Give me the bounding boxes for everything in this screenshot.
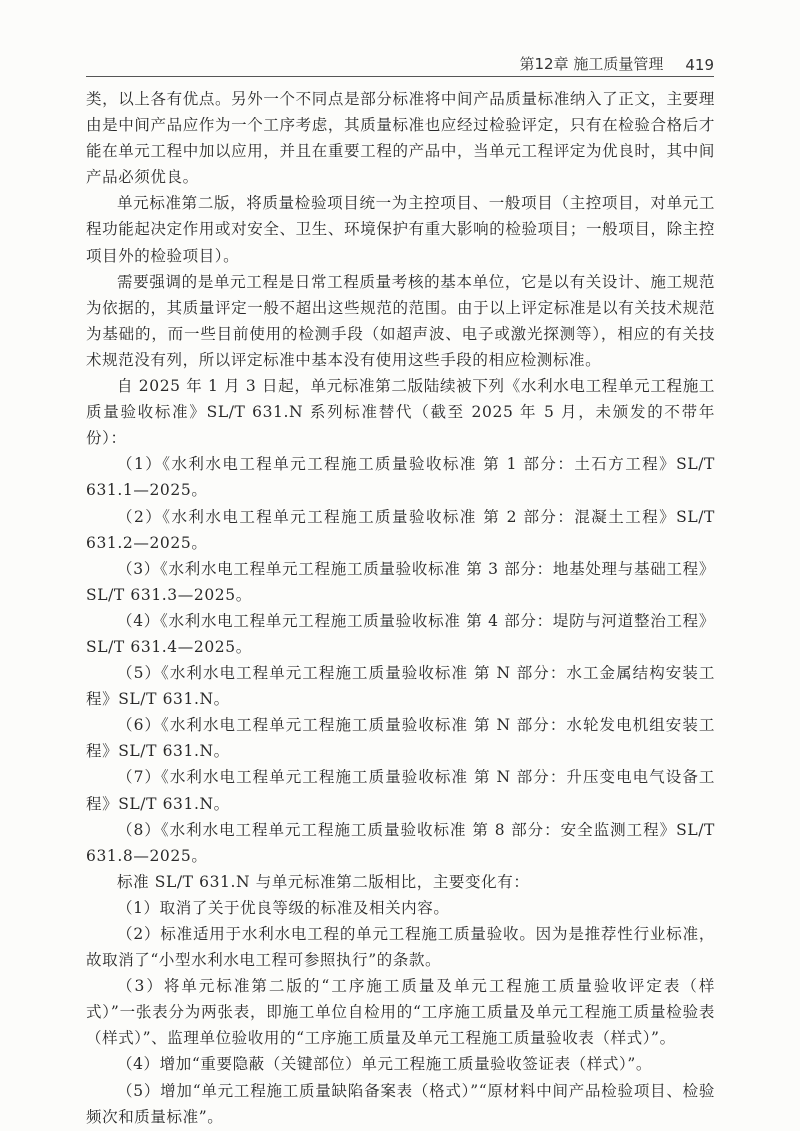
body-text [86, 86, 715, 1130]
list-item: （5）增加“单元工程施工质量缺陷备案表（格式）”“原材料中间产品检验项目、检验频次和质量标准”。 [86, 1081, 715, 1126]
paragraph-continuation: 类，以上各有优点。另外一个不同点是部分标准将中间产品质量标准纳入了正文，主要理由是中间产品应作为一个工序考虑，其质量标准也应经过检验评定，只有在检验合格后才能在单元工程中加以应用，并且在重要工程的产品中，当单元工程评定为优良时，其中间产品必须优良。 [86, 90, 715, 187]
paragraph: 单元标准第二版，将质量检验项目统一为主控项目、一般项目（主控项目，对单元工程功能起决定作用或对安全、卫生、环境保护有重大影响的检验项目；一般项目，除主控项目外的检验项目）。 [86, 194, 715, 265]
page-number: 419 [685, 56, 714, 74]
list-item: （1）《水利水电工程单元工程施工质量验收标准 第 1 部分：土石方工程》SL/T 631.1—2025。 [86, 455, 715, 500]
list-item: （7）《水利水电工程单元工程施工质量验收标准 第 N 部分：升压变电电气设备工程》SL/T 631.N。 [86, 768, 715, 813]
list-item: （2）标准适用于水利水电工程的单元工程施工质量验收。因为是推荐性行业标准，故取消了“小型水利水电工程可参照执行”的条款。 [86, 925, 715, 970]
paragraph: 需要强调的是单元工程是日常工程质量考核的基本单位，它是以有关设计、施工规范为依据的，其质量评定一般不超出这些规范的范围。由于以上评定标准是以有关技术规范为基础的，而一些目前使用的检测手段（如超声波、电子或激光探测等），相应的有关技术规范没有列，所以评定标准中基本没有使用这些手段的相应检测标准。 [86, 272, 715, 369]
list-item: （3）《水利水电工程单元工程施工质量验收标准 第 3 部分：地基处理与基础工程》SL/T 631.3—2025。 [86, 559, 715, 604]
list-item: （3）将单元标准第二版的“工序施工质量及单元工程施工质量验收评定表（样式）”一张表分为两张表，即施工单位自检用的“工序施工质量及单元工程施工质量检验表（样式）”、监理单位验收用的“工序施工质量及单元工程施工质量验收表（样式）”。 [86, 977, 715, 1048]
list-item: （4）《水利水电工程单元工程施工质量验收标准 第 4 部分：堤防与河道整治工程》SL/T 631.4—2025。 [86, 611, 715, 656]
list-item: （8）《水利水电工程单元工程施工质量验收标准 第 8 部分：安全监测工程》SL/T 631.8—2025。 [86, 820, 716, 865]
list-item: （4）增加“重要隐蔽（关键部位）单元工程施工质量验收签证表（样式）”。 [117, 1055, 652, 1074]
running-header [86, 48, 714, 74]
paragraph: 标准 SL/T 631.N 与单元标准第二版相比，主要变化有： [117, 872, 530, 891]
list-item: （2）《水利水电工程单元工程施工质量验收标准 第 2 部分：混凝土工程》SL/T 631.2—2025。 [86, 507, 715, 552]
list-item: （5）《水利水电工程单元工程施工质量验收标准 第 N 部分：水工金属结构安装工程》SL/T 631.N。 [86, 664, 715, 709]
list-item: （1）取消了关于优良等级的标准及相关内容。 [117, 898, 450, 917]
chapter-title: 第12章 施工质量管理 [519, 55, 664, 73]
paragraph: 自 2025 年 1 月 3 日起，单元标准第二版陆续被下列《水利水电工程单元工程施工质量验收标准》SL/T 631.N 系列标准替代（截至 2025 年 5 月，未颁发的不带年份）： [86, 377, 715, 448]
header-rule [86, 76, 714, 77]
list-item: （6）《水利水电工程单元工程施工质量验收标准 第 N 部分：水轮发电机组安装工程》SL/T 631.N。 [86, 716, 715, 761]
